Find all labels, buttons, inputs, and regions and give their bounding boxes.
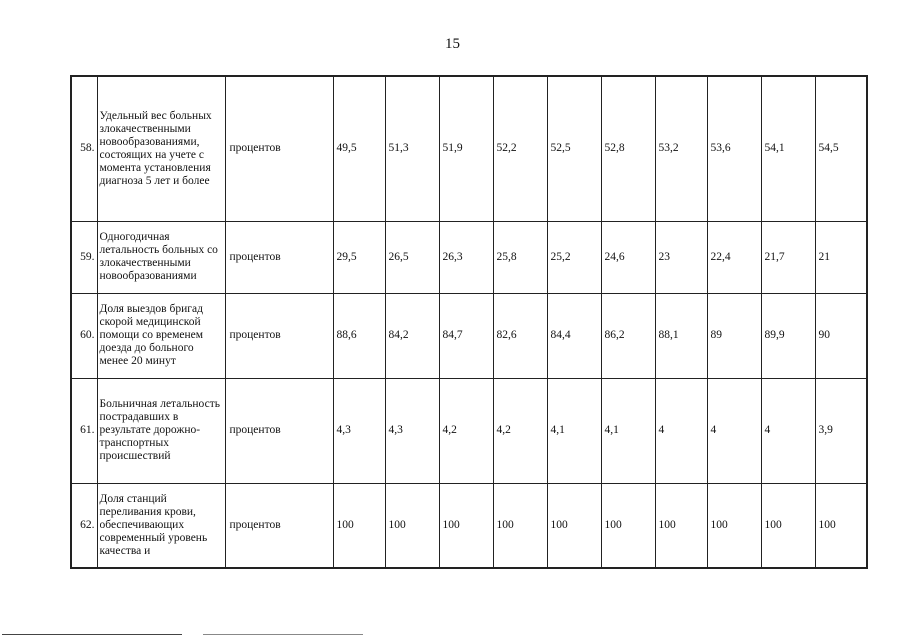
value-cell: 88,6 bbox=[333, 293, 385, 378]
table-row bbox=[71, 76, 867, 221]
value-cell: 88,1 bbox=[655, 293, 707, 378]
unit-cell: процентов bbox=[225, 293, 333, 378]
value-cell: 29,5 bbox=[333, 221, 385, 293]
value-cell: 100 bbox=[707, 483, 761, 568]
value-cell: 4 bbox=[761, 378, 815, 483]
value-cell: 26,5 bbox=[385, 221, 439, 293]
footer-rule-right bbox=[203, 634, 363, 635]
value-cell: 51,9 bbox=[439, 76, 493, 221]
value-cell: 100 bbox=[547, 483, 601, 568]
value-cell: 89,9 bbox=[761, 293, 815, 378]
value-cell: 3,9 bbox=[815, 378, 867, 483]
row-number: 60. bbox=[71, 293, 97, 378]
value-cell: 4,1 bbox=[547, 378, 601, 483]
value-cell: 54,1 bbox=[761, 76, 815, 221]
value-cell: 51,3 bbox=[385, 76, 439, 221]
indicator-name: Одногодичная летальность больных со злокачественными новообразованиями bbox=[97, 221, 225, 293]
value-cell: 4,3 bbox=[385, 378, 439, 483]
table-row bbox=[71, 293, 867, 378]
value-cell: 4 bbox=[655, 378, 707, 483]
unit-cell: процентов bbox=[225, 76, 333, 221]
table-row bbox=[71, 221, 867, 293]
value-cell: 82,6 bbox=[493, 293, 547, 378]
value-cell: 26,3 bbox=[439, 221, 493, 293]
table-row bbox=[71, 378, 867, 483]
value-cell: 4,2 bbox=[493, 378, 547, 483]
value-cell: 86,2 bbox=[601, 293, 655, 378]
value-cell: 90 bbox=[815, 293, 867, 378]
indicator-name: Удельный вес больных злокачественными новообразованиями, состоящих на учете с момента установления диагноза 5 лет и более bbox=[97, 76, 225, 221]
row-number: 62. bbox=[71, 483, 97, 568]
value-cell: 100 bbox=[655, 483, 707, 568]
value-cell: 100 bbox=[439, 483, 493, 568]
value-cell: 89 bbox=[707, 293, 761, 378]
unit-cell: процентов bbox=[225, 483, 333, 568]
unit-cell: процентов bbox=[225, 378, 333, 483]
indicator-name: Доля станций переливания крови, обеспечивающих современный уровень качества и bbox=[97, 483, 225, 568]
unit-cell: процентов bbox=[225, 221, 333, 293]
value-cell: 4,1 bbox=[601, 378, 655, 483]
value-cell: 100 bbox=[385, 483, 439, 568]
page-number: 15 bbox=[445, 36, 460, 52]
row-number: 59. bbox=[71, 221, 97, 293]
value-cell: 84,4 bbox=[547, 293, 601, 378]
value-cell: 84,7 bbox=[439, 293, 493, 378]
value-cell: 23 bbox=[655, 221, 707, 293]
value-cell: 25,2 bbox=[547, 221, 601, 293]
value-cell: 25,8 bbox=[493, 221, 547, 293]
table-row bbox=[71, 483, 867, 568]
indicator-name: Больничная летальность пострадавших в результате дорожно-транспортных происшествий bbox=[97, 378, 225, 483]
value-cell: 52,8 bbox=[601, 76, 655, 221]
indicator-table bbox=[70, 75, 868, 569]
row-number: 58. bbox=[71, 76, 97, 221]
value-cell: 24,6 bbox=[601, 221, 655, 293]
value-cell: 53,2 bbox=[655, 76, 707, 221]
value-cell: 100 bbox=[761, 483, 815, 568]
value-cell: 4 bbox=[707, 378, 761, 483]
value-cell: 52,2 bbox=[493, 76, 547, 221]
value-cell: 49,5 bbox=[333, 76, 385, 221]
value-cell: 21 bbox=[815, 221, 867, 293]
value-cell: 54,5 bbox=[815, 76, 867, 221]
indicator-name: Доля выездов бригад скорой медицинской помощи со временем доезда до больного менее 20 минут bbox=[97, 293, 225, 378]
value-cell: 4,3 bbox=[333, 378, 385, 483]
value-cell: 21,7 bbox=[761, 221, 815, 293]
footer-rule-left bbox=[2, 634, 182, 635]
value-cell: 84,2 bbox=[385, 293, 439, 378]
value-cell: 100 bbox=[333, 483, 385, 568]
value-cell: 100 bbox=[815, 483, 867, 568]
value-cell: 4,2 bbox=[439, 378, 493, 483]
value-cell: 52,5 bbox=[547, 76, 601, 221]
value-cell: 100 bbox=[493, 483, 547, 568]
value-cell: 22,4 bbox=[707, 221, 761, 293]
value-cell: 100 bbox=[601, 483, 655, 568]
value-cell: 53,6 bbox=[707, 76, 761, 221]
row-number: 61. bbox=[71, 378, 97, 483]
